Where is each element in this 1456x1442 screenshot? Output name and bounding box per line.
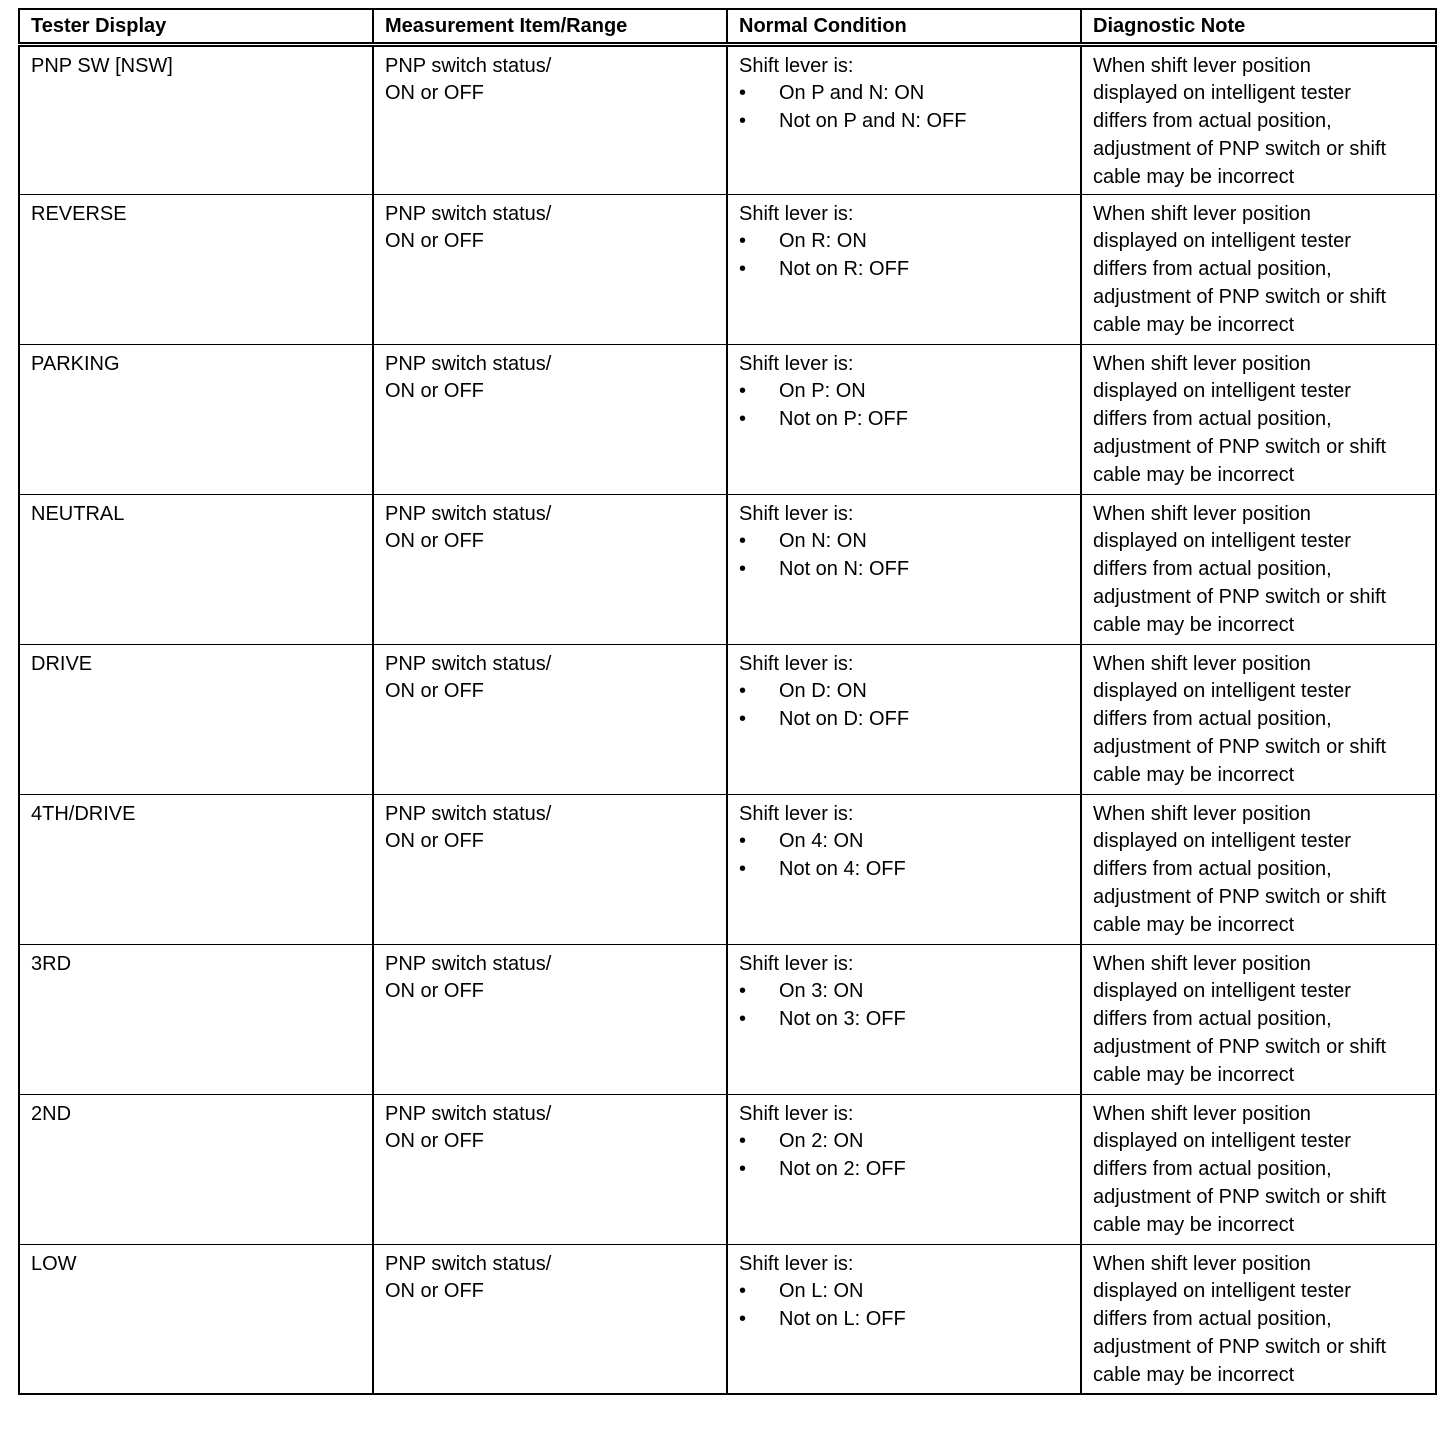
condition-item — [739, 856, 1069, 884]
condition-intro: Shift lever is: — [739, 952, 854, 975]
cell-measurement-item-range — [373, 494, 727, 644]
note-line: cable may be incorrect — [1093, 763, 1295, 786]
note-line: When shift lever position — [1093, 352, 1311, 375]
condition-item-text: On P and N: ON — [779, 82, 925, 105]
note-line: When shift lever position — [1093, 502, 1311, 525]
cell-normal-condition — [727, 194, 1081, 344]
table-row — [19, 44, 1436, 194]
note-line: cable may be incorrect — [1093, 463, 1295, 486]
table-row — [19, 944, 1436, 1094]
note-line: displayed on intelligent tester — [1093, 1280, 1351, 1303]
bullet-icon: • — [739, 82, 747, 105]
condition-item — [739, 228, 1069, 256]
measurement-line: PNP switch status/ — [385, 352, 552, 375]
table-row — [19, 344, 1436, 494]
condition-item-text: Not on 3: OFF — [779, 1008, 906, 1031]
condition-item — [739, 706, 1069, 734]
note-line: displayed on intelligent tester — [1093, 380, 1351, 403]
note-line: differs from actual position, — [1093, 1008, 1332, 1031]
note-line: differs from actual position, — [1093, 1158, 1332, 1181]
note-line: displayed on intelligent tester — [1093, 530, 1351, 553]
measurement-line: ON or OFF — [385, 1280, 484, 1303]
note-line: cable may be incorrect — [1093, 1063, 1295, 1086]
header-normal-condition: Normal Condition — [727, 9, 1081, 44]
bullet-icon: • — [739, 258, 747, 281]
measurement-line: PNP switch status/ — [385, 952, 552, 975]
bullet-icon: • — [739, 110, 747, 133]
cell-diagnostic-note — [1081, 1094, 1436, 1244]
cell-tester-display: REVERSE — [19, 194, 373, 344]
cell-normal-condition — [727, 644, 1081, 794]
note-line: adjustment of PNP switch or shift — [1093, 1335, 1387, 1358]
cell-normal-condition — [727, 494, 1081, 644]
condition-item-text: On 4: ON — [779, 830, 864, 853]
condition-item-text: Not on 4: OFF — [779, 858, 906, 881]
bullet-icon: • — [739, 858, 747, 881]
condition-intro: Shift lever is: — [739, 652, 854, 675]
condition-intro: Shift lever is: — [739, 352, 854, 375]
measurement-line: ON or OFF — [385, 830, 484, 853]
cell-measurement-item-range — [373, 194, 727, 344]
note-line: When shift lever position — [1093, 652, 1311, 675]
condition-item — [739, 256, 1069, 284]
measurement-line: PNP switch status/ — [385, 1102, 552, 1125]
note-line: displayed on intelligent tester — [1093, 230, 1351, 253]
cell-diagnostic-note — [1081, 794, 1436, 944]
cell-tester-display: PNP SW [NSW] — [19, 44, 373, 194]
note-line: cable may be incorrect — [1093, 1363, 1295, 1386]
cell-normal-condition — [727, 44, 1081, 194]
condition-item-text: On 2: ON — [779, 1130, 864, 1153]
condition-item — [739, 528, 1069, 556]
measurement-line: PNP switch status/ — [385, 1252, 552, 1275]
note-line: adjustment of PNP switch or shift — [1093, 285, 1387, 308]
note-line: displayed on intelligent tester — [1093, 680, 1351, 703]
header-diagnostic-note: Diagnostic Note — [1081, 9, 1436, 44]
cell-tester-display: DRIVE — [19, 644, 373, 794]
condition-item-text: On N: ON — [779, 530, 867, 553]
note-line: differs from actual position, — [1093, 258, 1332, 281]
condition-item-text: On R: ON — [779, 230, 867, 253]
cell-measurement-item-range — [373, 1244, 727, 1394]
cell-diagnostic-note — [1081, 344, 1436, 494]
note-line: adjustment of PNP switch or shift — [1093, 585, 1387, 608]
condition-item-text: Not on 2: OFF — [779, 1158, 906, 1181]
condition-item — [739, 406, 1069, 434]
condition-item — [739, 1278, 1069, 1306]
note-line: When shift lever position — [1093, 952, 1311, 975]
measurement-line: PNP switch status/ — [385, 202, 552, 225]
cell-normal-condition — [727, 344, 1081, 494]
condition-intro: Shift lever is: — [739, 202, 854, 225]
table-body — [19, 44, 1436, 1394]
bullet-icon: • — [739, 708, 747, 731]
bullet-icon: • — [739, 558, 747, 581]
measurement-line: PNP switch status/ — [385, 802, 552, 825]
note-line: When shift lever position — [1093, 1102, 1311, 1125]
bullet-icon: • — [739, 1280, 747, 1303]
condition-item — [739, 80, 1069, 108]
header-measurement-item-range: Measurement Item/Range — [373, 9, 727, 44]
bullet-icon: • — [739, 680, 747, 703]
condition-item — [739, 678, 1069, 706]
cell-diagnostic-note — [1081, 944, 1436, 1094]
cell-tester-display: 3RD — [19, 944, 373, 1094]
bullet-icon: • — [739, 1308, 747, 1331]
note-line: When shift lever position — [1093, 202, 1311, 225]
note-line: differs from actual position, — [1093, 1308, 1332, 1331]
note-line: When shift lever position — [1093, 54, 1311, 77]
condition-intro: Shift lever is: — [739, 54, 854, 77]
data-table — [18, 8, 1437, 1395]
measurement-line: ON or OFF — [385, 82, 484, 105]
cell-diagnostic-note — [1081, 644, 1436, 794]
cell-measurement-item-range — [373, 644, 727, 794]
note-line: differs from actual position, — [1093, 408, 1332, 431]
bullet-icon: • — [739, 530, 747, 553]
cell-tester-display: 2ND — [19, 1094, 373, 1244]
note-line: adjustment of PNP switch or shift — [1093, 1035, 1387, 1058]
cell-tester-display: PARKING — [19, 344, 373, 494]
cell-measurement-item-range — [373, 794, 727, 944]
condition-item — [739, 556, 1069, 584]
condition-item-text: Not on P and N: OFF — [779, 110, 967, 133]
note-line: displayed on intelligent tester — [1093, 82, 1351, 105]
cell-diagnostic-note — [1081, 494, 1436, 644]
condition-item-text: On L: ON — [779, 1280, 864, 1303]
note-line: When shift lever position — [1093, 802, 1311, 825]
note-line: cable may be incorrect — [1093, 1213, 1295, 1236]
condition-item — [739, 978, 1069, 1006]
condition-item-text: Not on P: OFF — [779, 408, 908, 431]
measurement-line: ON or OFF — [385, 530, 484, 553]
note-line: adjustment of PNP switch or shift — [1093, 137, 1387, 160]
cell-measurement-item-range — [373, 944, 727, 1094]
condition-item-text: Not on R: OFF — [779, 258, 910, 281]
table-row — [19, 794, 1436, 944]
condition-item — [739, 108, 1069, 136]
table-row — [19, 644, 1436, 794]
header-row — [19, 9, 1436, 44]
table-row — [19, 194, 1436, 344]
measurement-line: PNP switch status/ — [385, 502, 552, 525]
measurement-line: ON or OFF — [385, 380, 484, 403]
measurement-line: PNP switch status/ — [385, 54, 552, 77]
table-row — [19, 1244, 1436, 1394]
cell-tester-display: LOW — [19, 1244, 373, 1394]
cell-normal-condition — [727, 1244, 1081, 1394]
condition-item-text: On 3: ON — [779, 980, 864, 1003]
condition-intro: Shift lever is: — [739, 502, 854, 525]
cell-diagnostic-note — [1081, 44, 1436, 194]
note-line: displayed on intelligent tester — [1093, 980, 1351, 1003]
condition-item-text: Not on D: OFF — [779, 708, 910, 731]
condition-item — [739, 1006, 1069, 1034]
note-line: adjustment of PNP switch or shift — [1093, 735, 1387, 758]
note-line: cable may be incorrect — [1093, 613, 1295, 636]
note-line: differs from actual position, — [1093, 708, 1332, 731]
measurement-line: ON or OFF — [385, 680, 484, 703]
cell-normal-condition — [727, 944, 1081, 1094]
measurement-line: ON or OFF — [385, 1130, 484, 1153]
condition-item — [739, 1128, 1069, 1156]
bullet-icon: • — [739, 230, 747, 253]
cell-normal-condition — [727, 794, 1081, 944]
cell-diagnostic-note — [1081, 194, 1436, 344]
note-line: adjustment of PNP switch or shift — [1093, 885, 1387, 908]
bullet-icon: • — [739, 1130, 747, 1153]
cell-measurement-item-range — [373, 1094, 727, 1244]
cell-normal-condition — [727, 1094, 1081, 1244]
condition-item-text: Not on L: OFF — [779, 1308, 906, 1331]
condition-intro: Shift lever is: — [739, 1252, 854, 1275]
condition-item-text: On D: ON — [779, 680, 867, 703]
header-tester-display: Tester Display — [19, 9, 373, 44]
cell-diagnostic-note — [1081, 1244, 1436, 1394]
condition-item — [739, 1306, 1069, 1334]
note-line: displayed on intelligent tester — [1093, 1130, 1351, 1153]
condition-intro: Shift lever is: — [739, 802, 854, 825]
bullet-icon: • — [739, 1008, 747, 1031]
measurement-line: ON or OFF — [385, 230, 484, 253]
note-line: cable may be incorrect — [1093, 313, 1295, 336]
note-line: differs from actual position, — [1093, 858, 1332, 881]
note-line: adjustment of PNP switch or shift — [1093, 1185, 1387, 1208]
condition-item — [739, 828, 1069, 856]
note-line: differs from actual position, — [1093, 110, 1332, 133]
bullet-icon: • — [739, 380, 747, 403]
cell-tester-display: NEUTRAL — [19, 494, 373, 644]
note-line: cable may be incorrect — [1093, 165, 1295, 188]
bullet-icon: • — [739, 1158, 747, 1181]
note-line: cable may be incorrect — [1093, 913, 1295, 936]
measurement-line: ON or OFF — [385, 980, 484, 1003]
condition-item — [739, 1156, 1069, 1184]
table-row — [19, 494, 1436, 644]
measurement-line: PNP switch status/ — [385, 652, 552, 675]
note-line: adjustment of PNP switch or shift — [1093, 435, 1387, 458]
bullet-icon: • — [739, 830, 747, 853]
condition-item-text: Not on N: OFF — [779, 558, 910, 581]
bullet-icon: • — [739, 980, 747, 1003]
condition-intro: Shift lever is: — [739, 1102, 854, 1125]
cell-measurement-item-range — [373, 44, 727, 194]
cell-measurement-item-range — [373, 344, 727, 494]
condition-item — [739, 378, 1069, 406]
note-line: differs from actual position, — [1093, 558, 1332, 581]
bullet-icon: • — [739, 408, 747, 431]
table-row — [19, 1094, 1436, 1244]
note-line: When shift lever position — [1093, 1252, 1311, 1275]
note-line: displayed on intelligent tester — [1093, 830, 1351, 853]
cell-tester-display: 4TH/DRIVE — [19, 794, 373, 944]
table-header — [19, 9, 1436, 44]
condition-item-text: On P: ON — [779, 380, 866, 403]
